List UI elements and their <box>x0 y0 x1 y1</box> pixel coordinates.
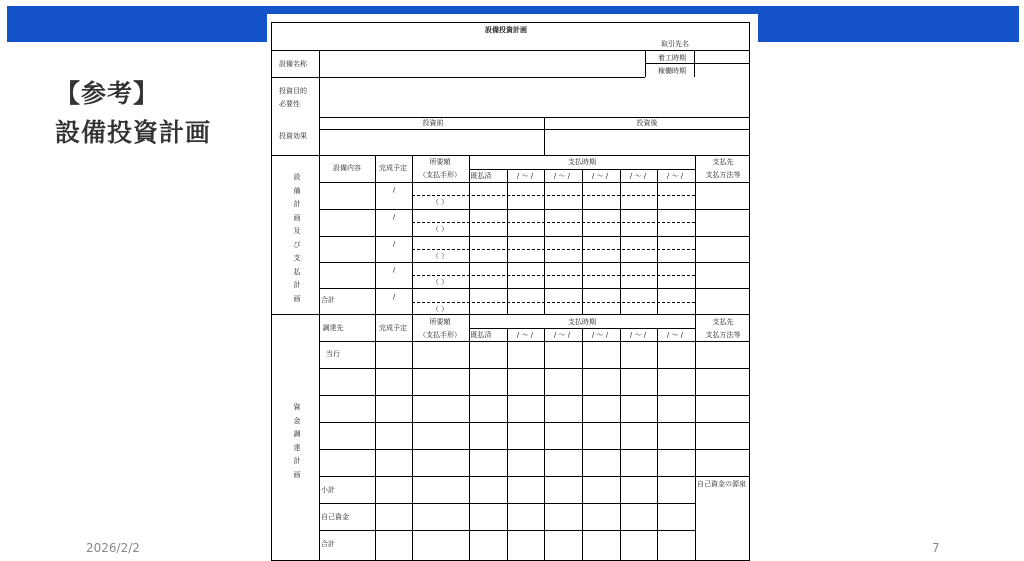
grid-line <box>319 236 750 237</box>
funding-side-label: 資 金 調 達 計 画 <box>293 403 301 479</box>
period-cell-label: / 〜 / <box>591 172 609 180</box>
dashed-line <box>412 222 695 223</box>
grid-line <box>469 169 695 170</box>
grid-line <box>319 341 750 342</box>
slide-title: 【参考】 設備投資計画 <box>55 79 212 147</box>
grid-line <box>272 155 750 156</box>
grid-line <box>695 476 750 477</box>
grid-line <box>620 169 621 314</box>
grid-line <box>319 422 750 423</box>
payee-label: 支払先 <box>712 158 734 166</box>
equip-content-label: 設備内容 <box>333 164 361 172</box>
funding-total-label: 合計 <box>321 540 335 548</box>
investment-plan-form <box>271 22 750 561</box>
grid-line <box>319 288 750 289</box>
funding-period-cell-label: / 〜 / <box>629 331 647 339</box>
grid-line <box>507 328 508 561</box>
grid-line <box>319 449 750 450</box>
paren-mark: （ ） <box>431 305 449 313</box>
funding-payment-period-label: 支払時期 <box>568 318 596 326</box>
grid-line <box>412 155 413 314</box>
period-cell-label: / 〜 / <box>516 172 534 180</box>
funding-required-amount-label: 所要額 <box>429 318 451 326</box>
funding-completion-label: 完成予定 <box>379 324 407 332</box>
funding-period-cell-label: / 〜 / <box>666 331 684 339</box>
before-label: 投資前 <box>422 119 444 127</box>
required-amount-label: 所要額 <box>429 158 451 166</box>
payment-period-label: 支払時期 <box>568 158 596 166</box>
dashed-line <box>412 275 695 276</box>
grid-line <box>412 314 413 561</box>
funding-period-cell-label: / 〜 / <box>553 331 571 339</box>
after-label: 投資後 <box>636 119 658 127</box>
subtotal-label: 小計 <box>321 486 335 494</box>
procurement-label: 調達先 <box>322 324 344 332</box>
dashed-line <box>412 249 695 250</box>
grid-line <box>319 209 750 210</box>
grid-line <box>375 314 376 561</box>
paren-mark: （ ） <box>431 252 449 260</box>
grid-line <box>319 476 695 477</box>
grid-line <box>620 328 621 561</box>
payment-method-label: 支払方法等 <box>705 171 741 179</box>
grid-line <box>319 117 750 118</box>
grid-line <box>544 169 545 314</box>
slide-date: 2026/2/2 <box>86 541 140 555</box>
grid-line <box>469 314 470 561</box>
grid-line <box>507 169 508 314</box>
slash-mark: / <box>392 240 396 248</box>
grid-line <box>319 182 750 183</box>
dashed-line <box>412 302 695 303</box>
slash-mark: / <box>392 266 396 274</box>
grid-line <box>319 530 695 531</box>
grid-line <box>319 314 320 561</box>
grid-line <box>657 328 658 561</box>
counterparty-label: 取引先名 <box>661 40 689 48</box>
page-number: 7 <box>932 541 940 555</box>
funding-payment-method-label: 支払方法等 <box>705 331 741 339</box>
slash-mark: / <box>392 293 396 301</box>
paren-mark: （ ） <box>431 225 449 233</box>
grid-line <box>319 395 750 396</box>
grid-line <box>657 169 658 314</box>
completion-label: 完成予定 <box>379 164 407 172</box>
plan-side-label: 設 備 計 画 及 び 支 払 計 画 <box>293 173 301 303</box>
grid-line <box>645 63 750 64</box>
grid-line <box>272 50 750 51</box>
slash-mark: / <box>392 213 396 221</box>
grid-line <box>319 262 750 263</box>
grid-line <box>319 129 750 130</box>
grid-line <box>319 368 750 369</box>
grid-line <box>272 77 645 78</box>
our-bank-label: 当行 <box>326 350 340 358</box>
slash-mark: / <box>392 186 396 194</box>
grid-line <box>319 155 320 314</box>
funding-paid-label: 既払済 <box>470 331 492 339</box>
grid-line <box>582 169 583 314</box>
paid-label: 既払済 <box>470 172 492 180</box>
plan-total-label: 合計 <box>321 296 335 304</box>
grid-line <box>695 169 696 314</box>
period-cell-label: / 〜 / <box>666 172 684 180</box>
grid-line <box>544 328 545 561</box>
purpose-label: 投資目的 必要性 <box>279 87 307 108</box>
funding-payee-label: 支払先 <box>712 318 734 326</box>
period-cell-label: / 〜 / <box>553 172 571 180</box>
own-funds-source-label: 自己資金の源泉 <box>697 480 746 488</box>
paren-mark: （ ） <box>431 198 449 206</box>
grid-line <box>544 117 545 155</box>
paren-mark: （ ） <box>431 278 449 286</box>
payment-form-label: （支払手形） <box>419 171 461 179</box>
grid-line <box>582 328 583 561</box>
funding-period-cell-label: / 〜 / <box>516 331 534 339</box>
form-title: 設備投資計画 <box>485 26 527 34</box>
equipment-name-label: 設備名称 <box>279 60 307 68</box>
dashed-line <box>412 195 695 196</box>
operation-start-label: 稼働時期 <box>658 67 686 75</box>
grid-line <box>469 328 695 329</box>
grid-line <box>272 314 750 315</box>
period-cell-label: / 〜 / <box>629 172 647 180</box>
grid-line <box>375 155 376 314</box>
effect-label: 投資効果 <box>279 132 307 140</box>
grid-line <box>319 503 695 504</box>
funding-period-cell-label: / 〜 / <box>591 331 609 339</box>
grid-line <box>695 328 696 561</box>
funding-payment-form-label: （支払手形） <box>419 331 461 339</box>
construction-start-label: 着工時期 <box>658 54 686 62</box>
own-funds-label: 自己資金 <box>321 513 349 521</box>
grid-line <box>319 50 320 155</box>
